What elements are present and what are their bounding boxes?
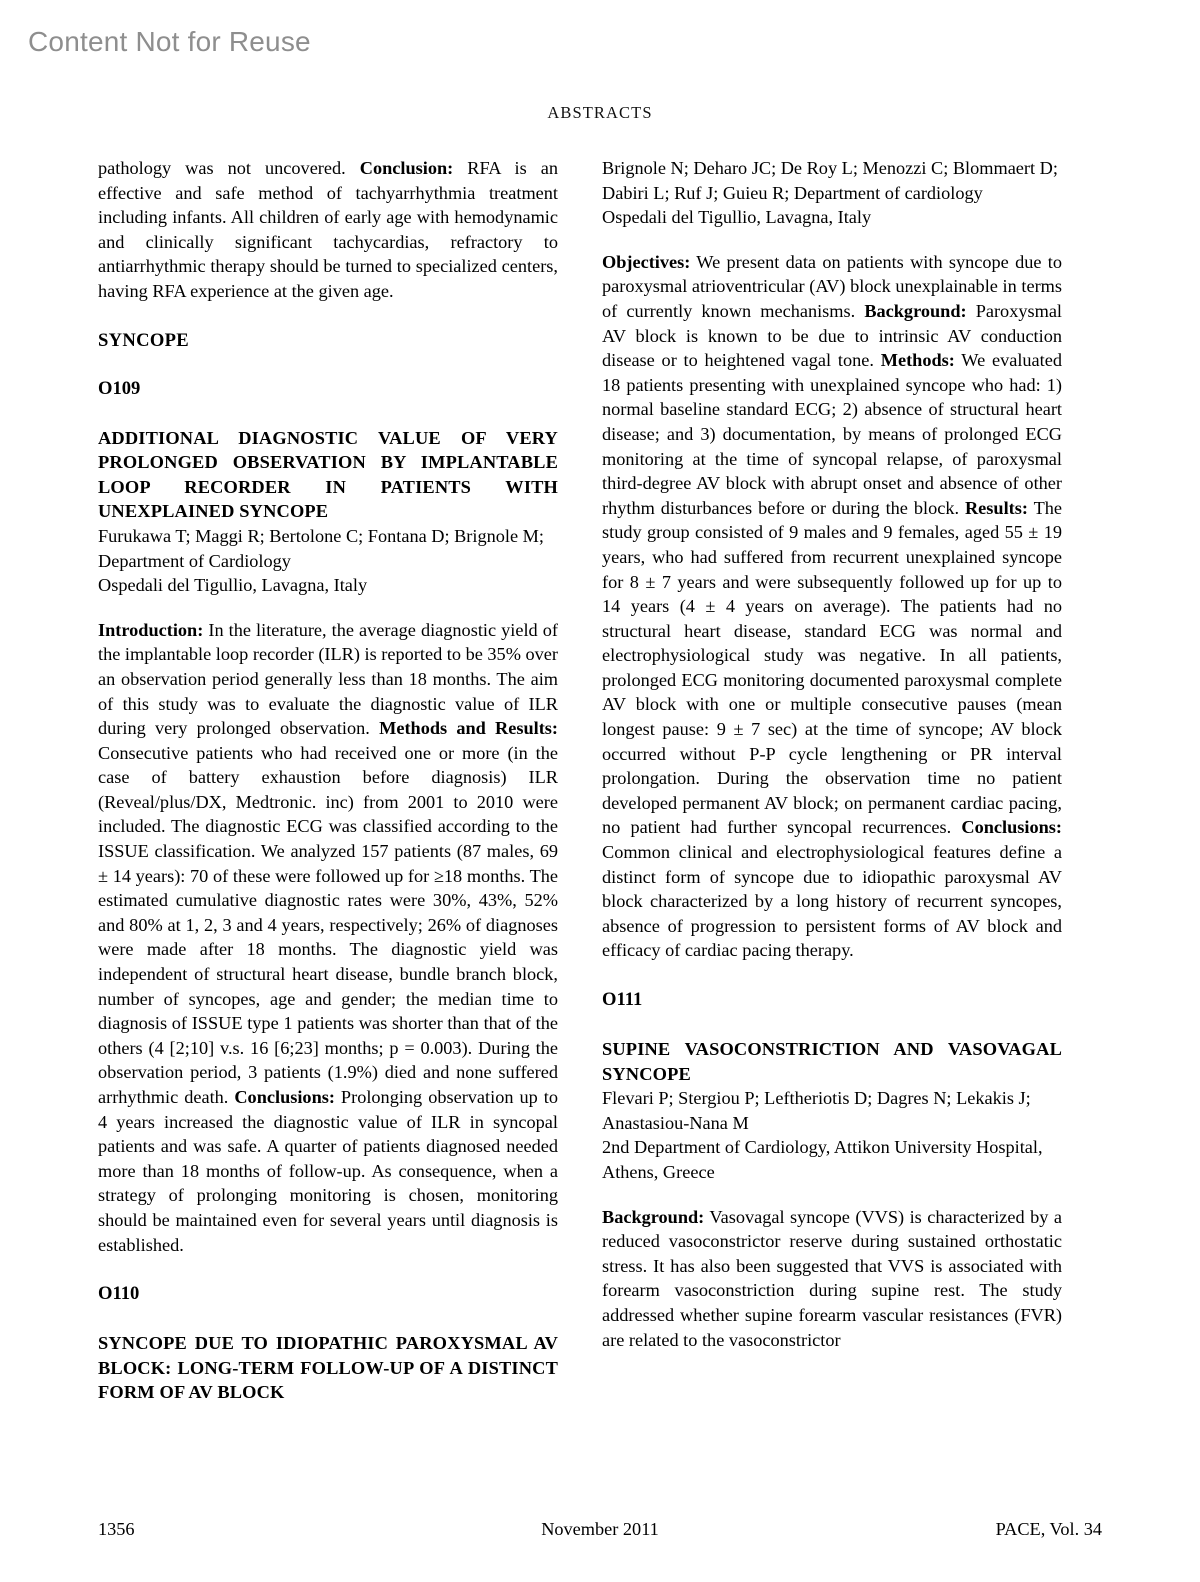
watermark-text: Content Not for Reuse	[28, 26, 311, 57]
abstract-title-o110: SYNCOPE DUE TO IDIOPATHIC PAROXYSMAL AV BLOCK: LONG-TERM FOLLOW-UP OF A DISTINCT FORM OF AV BLOCK	[98, 1333, 558, 1403]
continuation-text-post: RFA is an effective and safe method of tachyarrhythmia treatment including infants. All children of early age with hemodynamic and clinically significant tachycardias, refractory to antiarrhythmic therapy should be turned to specialized centers, having RFA experience at the given age.	[98, 158, 558, 301]
background-text: Paroxysmal AV block is known to be due to intrinsic AV conduction disease or to heightened vagal tone.	[602, 300, 1063, 371]
left-column	[98, 156, 558, 1405]
section-heading-syncope: SYNCOPE	[98, 329, 189, 351]
introduction-label: Introduction:	[98, 619, 204, 640]
background-label-o111: Background:	[602, 1206, 705, 1227]
conclusions-label-o110: Conclusions:	[961, 817, 1062, 838]
conclusions-text-o110: Common clinical and electrophysiological features define a distinct form of syncope due to idiopathic paroxysmal AV block characterized by a long history of recurrent syncopes, absence of progression to persistent forms of AV block and efficacy of cardiac pacing therapy.	[602, 842, 1062, 961]
footer-page-number: 1356	[98, 1519, 135, 1539]
continuation-text-pre: pathology was not uncovered.	[98, 158, 360, 178]
abstract-id-o111: O111	[602, 989, 643, 1010]
page-footer	[98, 1519, 1102, 1540]
conclusion-label: Conclusion:	[359, 158, 454, 178]
abstract-body-o111	[602, 1205, 1062, 1353]
abstract-affiliation-o109: Ospedali del Tigullio, Lavagna, Italy	[98, 575, 368, 596]
abstract-authors-o110: Brignole N; Deharo JC; De Roy L; Menozzi C; Blommaert D; Dabiri L; Ruf J; Guieu R; Department of cardiology	[602, 158, 1058, 203]
methods-text: We evaluated 18 patients presenting with unexplained syncope who had: 1) normal baseline standard ECG; 2) absence of structural heart disease; and 3) documentation, by means of prolonged ECG monitoring at the time of syncopal relapse, of paroxysmal third-degree AV block with abrupt onset and absence of other rhythm disturbances before or during the block.	[602, 350, 1062, 518]
abstract-body-o109	[98, 618, 558, 1257]
right-column	[602, 156, 1062, 1405]
abstract-title-o109: ADDITIONAL DIAGNOSTIC VALUE OF VERY PROLONGED OBSERVATION BY IMPLANTABLE LOOP RECORDER IN PATIENTS WITH UNEXPLAINED SYNCOPE	[98, 427, 558, 522]
running-head: ABSTRACTS	[547, 103, 653, 122]
abstract-authors-o109: Furukawa T; Maggi R; Bertolone C; Fontana D; Brignole M; Department of Cardiology	[98, 525, 544, 571]
results-label: Results:	[964, 497, 1028, 518]
footer-journal: PACE, Vol. 34	[995, 1519, 1102, 1539]
abstract-title-o111: SUPINE VASOCONSTRICTION AND VASOVAGAL SYNCOPE	[602, 1039, 1062, 1084]
footer-issue-date: November 2011	[541, 1519, 659, 1539]
abstract-affiliation-o111: 2nd Department of Cardiology, Attikon University Hospital, Athens, Greece	[602, 1137, 1043, 1182]
background-label: Background:	[864, 300, 967, 321]
abstract-id-o110: O110	[98, 1283, 140, 1305]
abstract-body-o110	[602, 250, 1062, 963]
abstract-id-o109: O109	[98, 377, 141, 399]
methods-results-label: Methods and Results:	[379, 718, 558, 739]
conclusions-text: Prolonging observation up to 4 years increased the diagnostic value of ILR in syncopal patients and was safe. A quarter of patients diagnosed needed more than 18 months of follow-up. As consequence, when a strategy of prolonging monitoring is chosen, monitoring should be maintained even for several years until diagnosis is established.	[98, 1087, 558, 1255]
methods-label: Methods:	[880, 350, 955, 371]
objectives-label: Objectives:	[602, 251, 691, 272]
objectives-text: We present data on patients with syncope due to paroxysmal atrioventricular (AV) block unexplainable in terms of currently known mechanisms.	[602, 251, 1062, 321]
conclusions-label: Conclusions:	[234, 1087, 335, 1107]
methods-results-text: Consecutive patients who had received one or more (in the case of battery exhaustion before diagnosis) ILR (Reveal/plus/DX, Medtronic. inc) from 2001 to 2010 were included. The diagnostic ECG was classified according to the ISSUE classification. We analyzed 157 patients (87 males, 69 ± 14 years): 70 of these were followed up for ≥18 months. The estimated cumulative diagnostic rates were 30%, 43%, 52% and 80% at 1, 2, 3 and 4 years, respectively; 26% of diagnoses were made after 18 months. The diagnostic yield was independent of structural heart disease, bundle branch block, number of syncopes, age and gender; the median time to diagnosis of ISSUE type 1 patients was shorter than that of the others (4 [2;10] v.s. 16 [6;23] months; p = 0.003). During the observation period, 3 patients (1.9%) died and none suffered arrhythmic death.	[98, 742, 558, 1107]
continuation-paragraph	[98, 156, 558, 304]
background-text-o111: Vasovagal syncope (VVS) is characterized by a reduced vasoconstrictor reserve during sustained orthostatic stress. It has also been suggested that VVS is associated with forearm vasoconstriction during supine rest. The study addressed whether supine forearm vascular resistances (FVR) are related to the vasoconstrictor	[602, 1206, 1062, 1350]
two-column-body	[98, 156, 1062, 1405]
introduction-text: In the literature, the average diagnostic yield of the implantable loop recorder (ILR) is reported to be 35% over an observation period generally less than 18 months. The aim of this study was to evaluate the diagnostic value of ILR during very prolonged observation.	[98, 619, 558, 739]
abstract-authors-o111: Flevari P; Stergiou P; Leftheriotis D; Dagres N; Lekakis J; Anastasiou-Nana M	[602, 1088, 1031, 1133]
abstract-affiliation-o110: Ospedali del Tigullio, Lavagna, Italy	[602, 207, 872, 228]
results-text: The study group consisted of 9 males and 9 females, aged 55 ± 19 years, who had suffered from recurrent unexplained syncope for 8 ± 7 years and were subsequently followed up for up to 14 years (4 ± 4 years on average). The patients had no structural heart disease, standard ECG was normal and electrophysiological study was negative. In all patients, prolonged ECG monitoring documented paroxysmal complete AV block with one or multiple consecutive pauses (mean longest pause: 9 ± 7 sec) at the time of syncope; AV block occurred without P-P cycle lengthening or PR interval prolongation. During the observation time no patient developed permanent AV block; on permanent cardiac pacing, no patient had further syncopal recurrences.	[602, 497, 1062, 838]
